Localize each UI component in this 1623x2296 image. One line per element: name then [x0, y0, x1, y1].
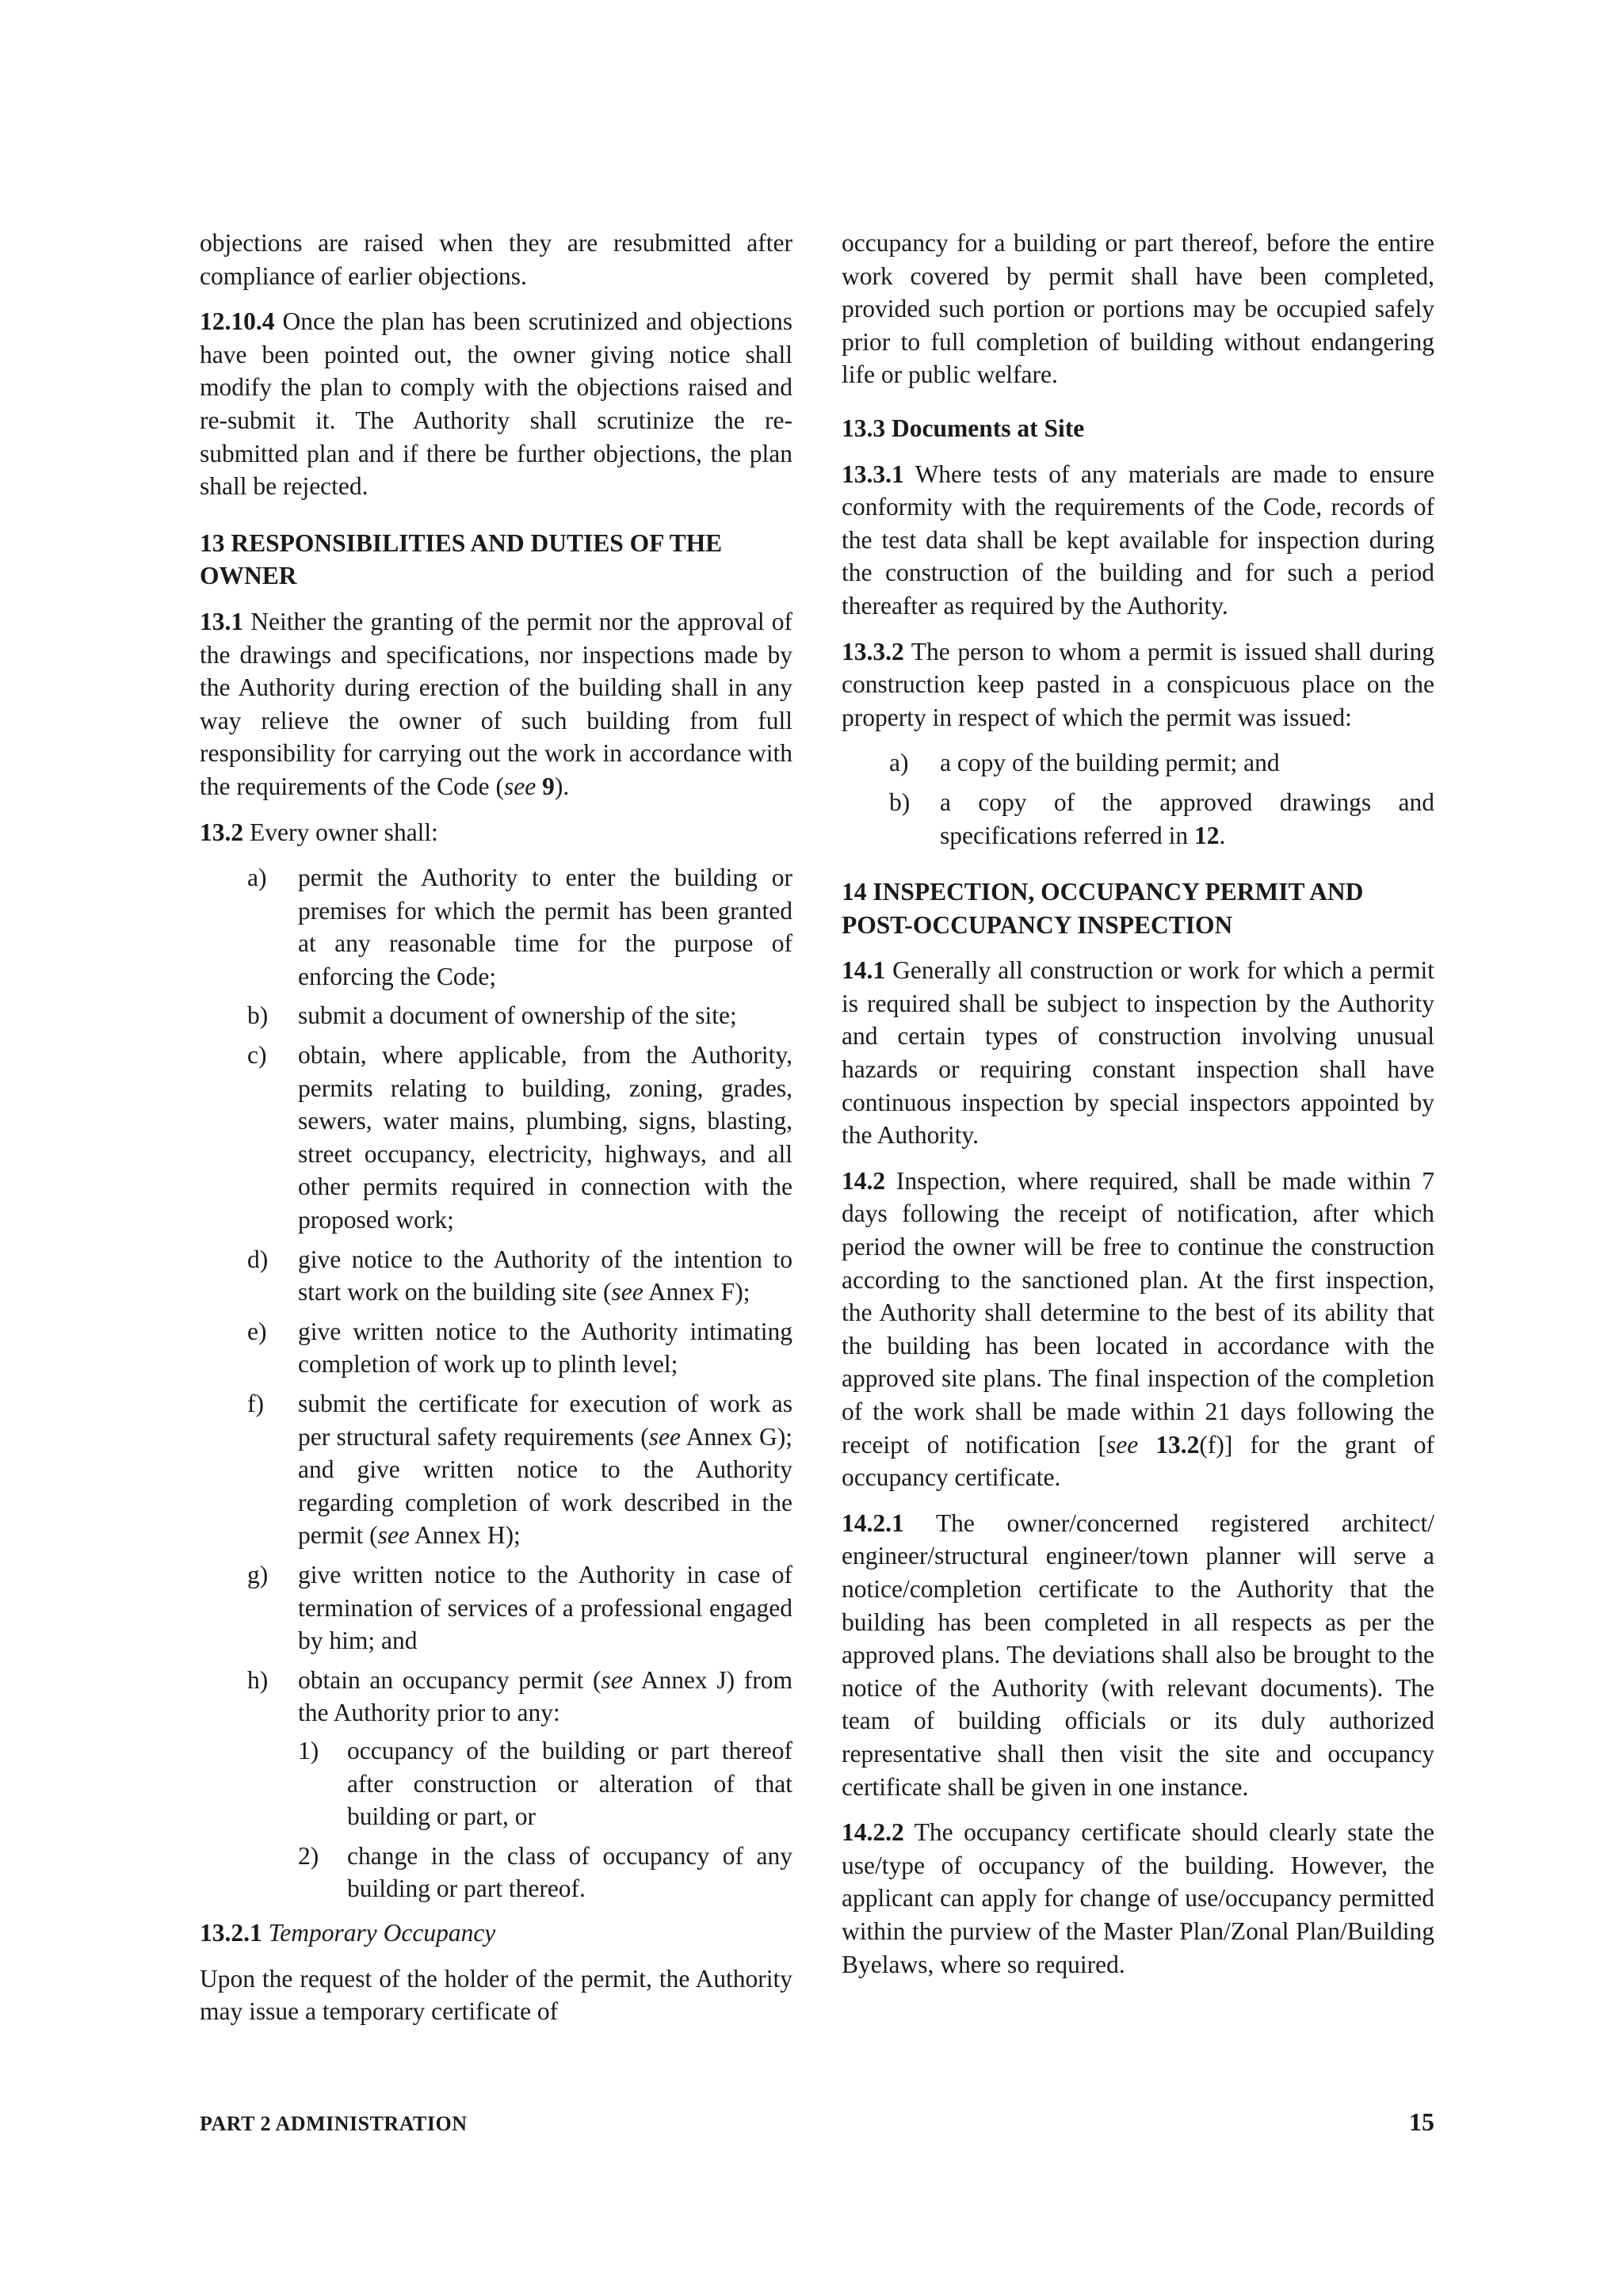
clause-13-2: 13.2 Every owner shall:: [200, 818, 438, 846]
clause-14-2-1: 14.2.1 The owner/concerned registered architect/ engineer/structural engineer/town planner will serve a notice/completion certificate to the Authority that the building has been completed in all respects as per the approved plans. The deviations shall also be brought to the notice of the Authority (with relevant documents). The team of building officials or its duly authorized representative shall then visit the site and occupancy certificate shall be given in one instance.: [842, 1508, 1435, 1801]
list-item: d) give notice to the Authority of the intention to start work on the building site (see Annex F);: [247, 1245, 792, 1306]
clause-number: 14.2.1: [842, 1508, 904, 1537]
clause-number: 14.1: [842, 956, 886, 985]
list-item: h) obtain an occupancy permit (see Annex J) from the Authority prior to any: 1) occupancy of the building or part thereof after construction or alteration of that building or part, or 2) change in the class of occupancy of any building or part thereof.: [200, 1664, 792, 1905]
clause-number: 13.2: [200, 818, 244, 846]
clause-12-10-4: 12.10.4 Once the plan has been scrutinized and objections have been pointed out, the owner giving notice shall modify the plan to comply with the objections raised and re-submit it. The Authority shall scrutinize the re-submitted plan and if there be further objections, the plan shall be rejected.: [200, 307, 792, 501]
paragraph-continuation: objections are raised when they are resubmitted after compliance of earlier objections.: [200, 229, 792, 290]
clause-number: 13.2.1: [200, 1918, 262, 1947]
list-item: a) a copy of the building permit; and: [889, 749, 1280, 777]
list-item: a) permit the Authority to enter the building or premises for which the permit has been granted at any reasonable time for the purpose of enforcing the Code;: [247, 864, 792, 990]
clause-number: 14.2.2: [842, 1818, 904, 1847]
clause-13-3-1: 13.3.1 Where tests of any materials are made to ensure conformity with the requirements of the Code, records of the test data shall be kept available for inspection during the construction of the building and for such a period thereafter as required by the Authority.: [842, 460, 1435, 620]
section-heading-13-3: 13.3 Documents at Site: [842, 414, 1085, 442]
paragraph-continuation: occupancy for a building or part thereof, before the entire work covered by permit shall have been completed, provided such portion or portions may be occupied safely prior to full completion of building without endangering life or public welfare.: [842, 229, 1434, 389]
list-item: b) submit a document of ownership of the site;: [247, 1001, 737, 1030]
clause-number: 14.2: [842, 1166, 886, 1195]
sublist-item: 1) occupancy of the building or part thereof after construction or alteration of that building or part, or: [298, 1736, 792, 1831]
occupancy-sublist: [298, 1734, 792, 1905]
list-item: c) obtain, where applicable, from the Authority, permits relating to building, zoning, grades, sewers, water mains, plumbing, signs, blasting, street occupancy, electricity, highways, and all other permits required in connection with the proposed work;: [247, 1041, 792, 1234]
owner-duties-list: [200, 861, 792, 1905]
footer-part-title: PART 2 ADMINISTRATION: [200, 2112, 468, 2135]
clause-13-2-1: 13.2.1 Temporary Occupancy: [200, 1918, 496, 1947]
clause-13-1: 13.1 Neither the granting of the permit nor the approval of the drawings and specifications, nor inspections made by the Authority during erection of the building shall in any way relieve the owner of such building from full responsibility for carrying out the work in accordance with the requirements of the Code (see 9).: [200, 607, 792, 800]
clause-13-3-2: 13.3.2 The person to whom a permit is issued shall during construction keep pasted in a conspicuous place on the property in respect of which the permit was issued:: [842, 637, 1435, 731]
right-column: [842, 227, 1434, 1993]
clause-number: 13.3.1: [842, 460, 904, 488]
paragraph-temporary-occupancy: Upon the request of the holder of the permit, the Authority may issue a temporary certificate of: [200, 1964, 792, 2026]
clause-14-2-2: 14.2.2 The occupancy certificate should clearly state the use/type of occupancy of the building. However, the applicant can apply for change of use/occupancy permitted within the purview of the Master Plan/Zonal Plan/Building Byelaws, where so required.: [842, 1818, 1434, 1978]
clause-14-2: 14.2 Inspection, where required, shall be made within 7 days following the receipt of notification, after which period the owner will be free to continue the construction according to the sanctioned plan. At the first inspection, the Authority shall determine to the best of its ability that the building has been located in accordance with the approved site plans. The final inspection of the completion of the work shall be made within 21 days following the receipt of notification [see 13.2(f)] for the grant of occupancy certificate.: [842, 1166, 1434, 1492]
section-heading-13: 13 RESPONSIBILITIES AND DUTIES OF THE OWNER: [200, 528, 723, 590]
list-item: e) give written notice to the Authority intimating completion of work up to plinth level;: [247, 1317, 792, 1379]
clause-number: 13.3.2: [842, 637, 904, 666]
clause-number: 12.10.4: [200, 307, 275, 336]
left-column: [200, 227, 792, 2041]
page-number: 15: [1409, 2107, 1434, 2136]
section-heading-14: 14 INSPECTION, OCCUPANCY PERMIT AND POST-OCCUPANCY INSPECTION: [842, 878, 1364, 939]
list-item: b) a copy of the approved drawings and specifications referred in 12.: [889, 788, 1434, 849]
list-item: f) submit the certificate for execution of work as per structural safety requirements (see Annex G); and give written notice to the Authority regarding completion of work described in the permit (see Annex H);: [247, 1390, 792, 1550]
clause-14-1: 14.1 Generally all construction or work for which a permit is required shall be subject to inspection by the Authority and certain types of construction involving unusual hazards or requiring constant inspection shall have continuous inspection by special inspectors appointed by the Authority.: [842, 956, 1435, 1150]
list-item: g) give written notice to the Authority in case of termination of services of a professional engaged by him; and: [247, 1560, 792, 1655]
clause-number: 13.1: [200, 607, 244, 635]
sublist-item: 2) change in the class of occupancy of any building or part thereof.: [298, 1841, 792, 1903]
site-documents-list: [842, 746, 1434, 852]
